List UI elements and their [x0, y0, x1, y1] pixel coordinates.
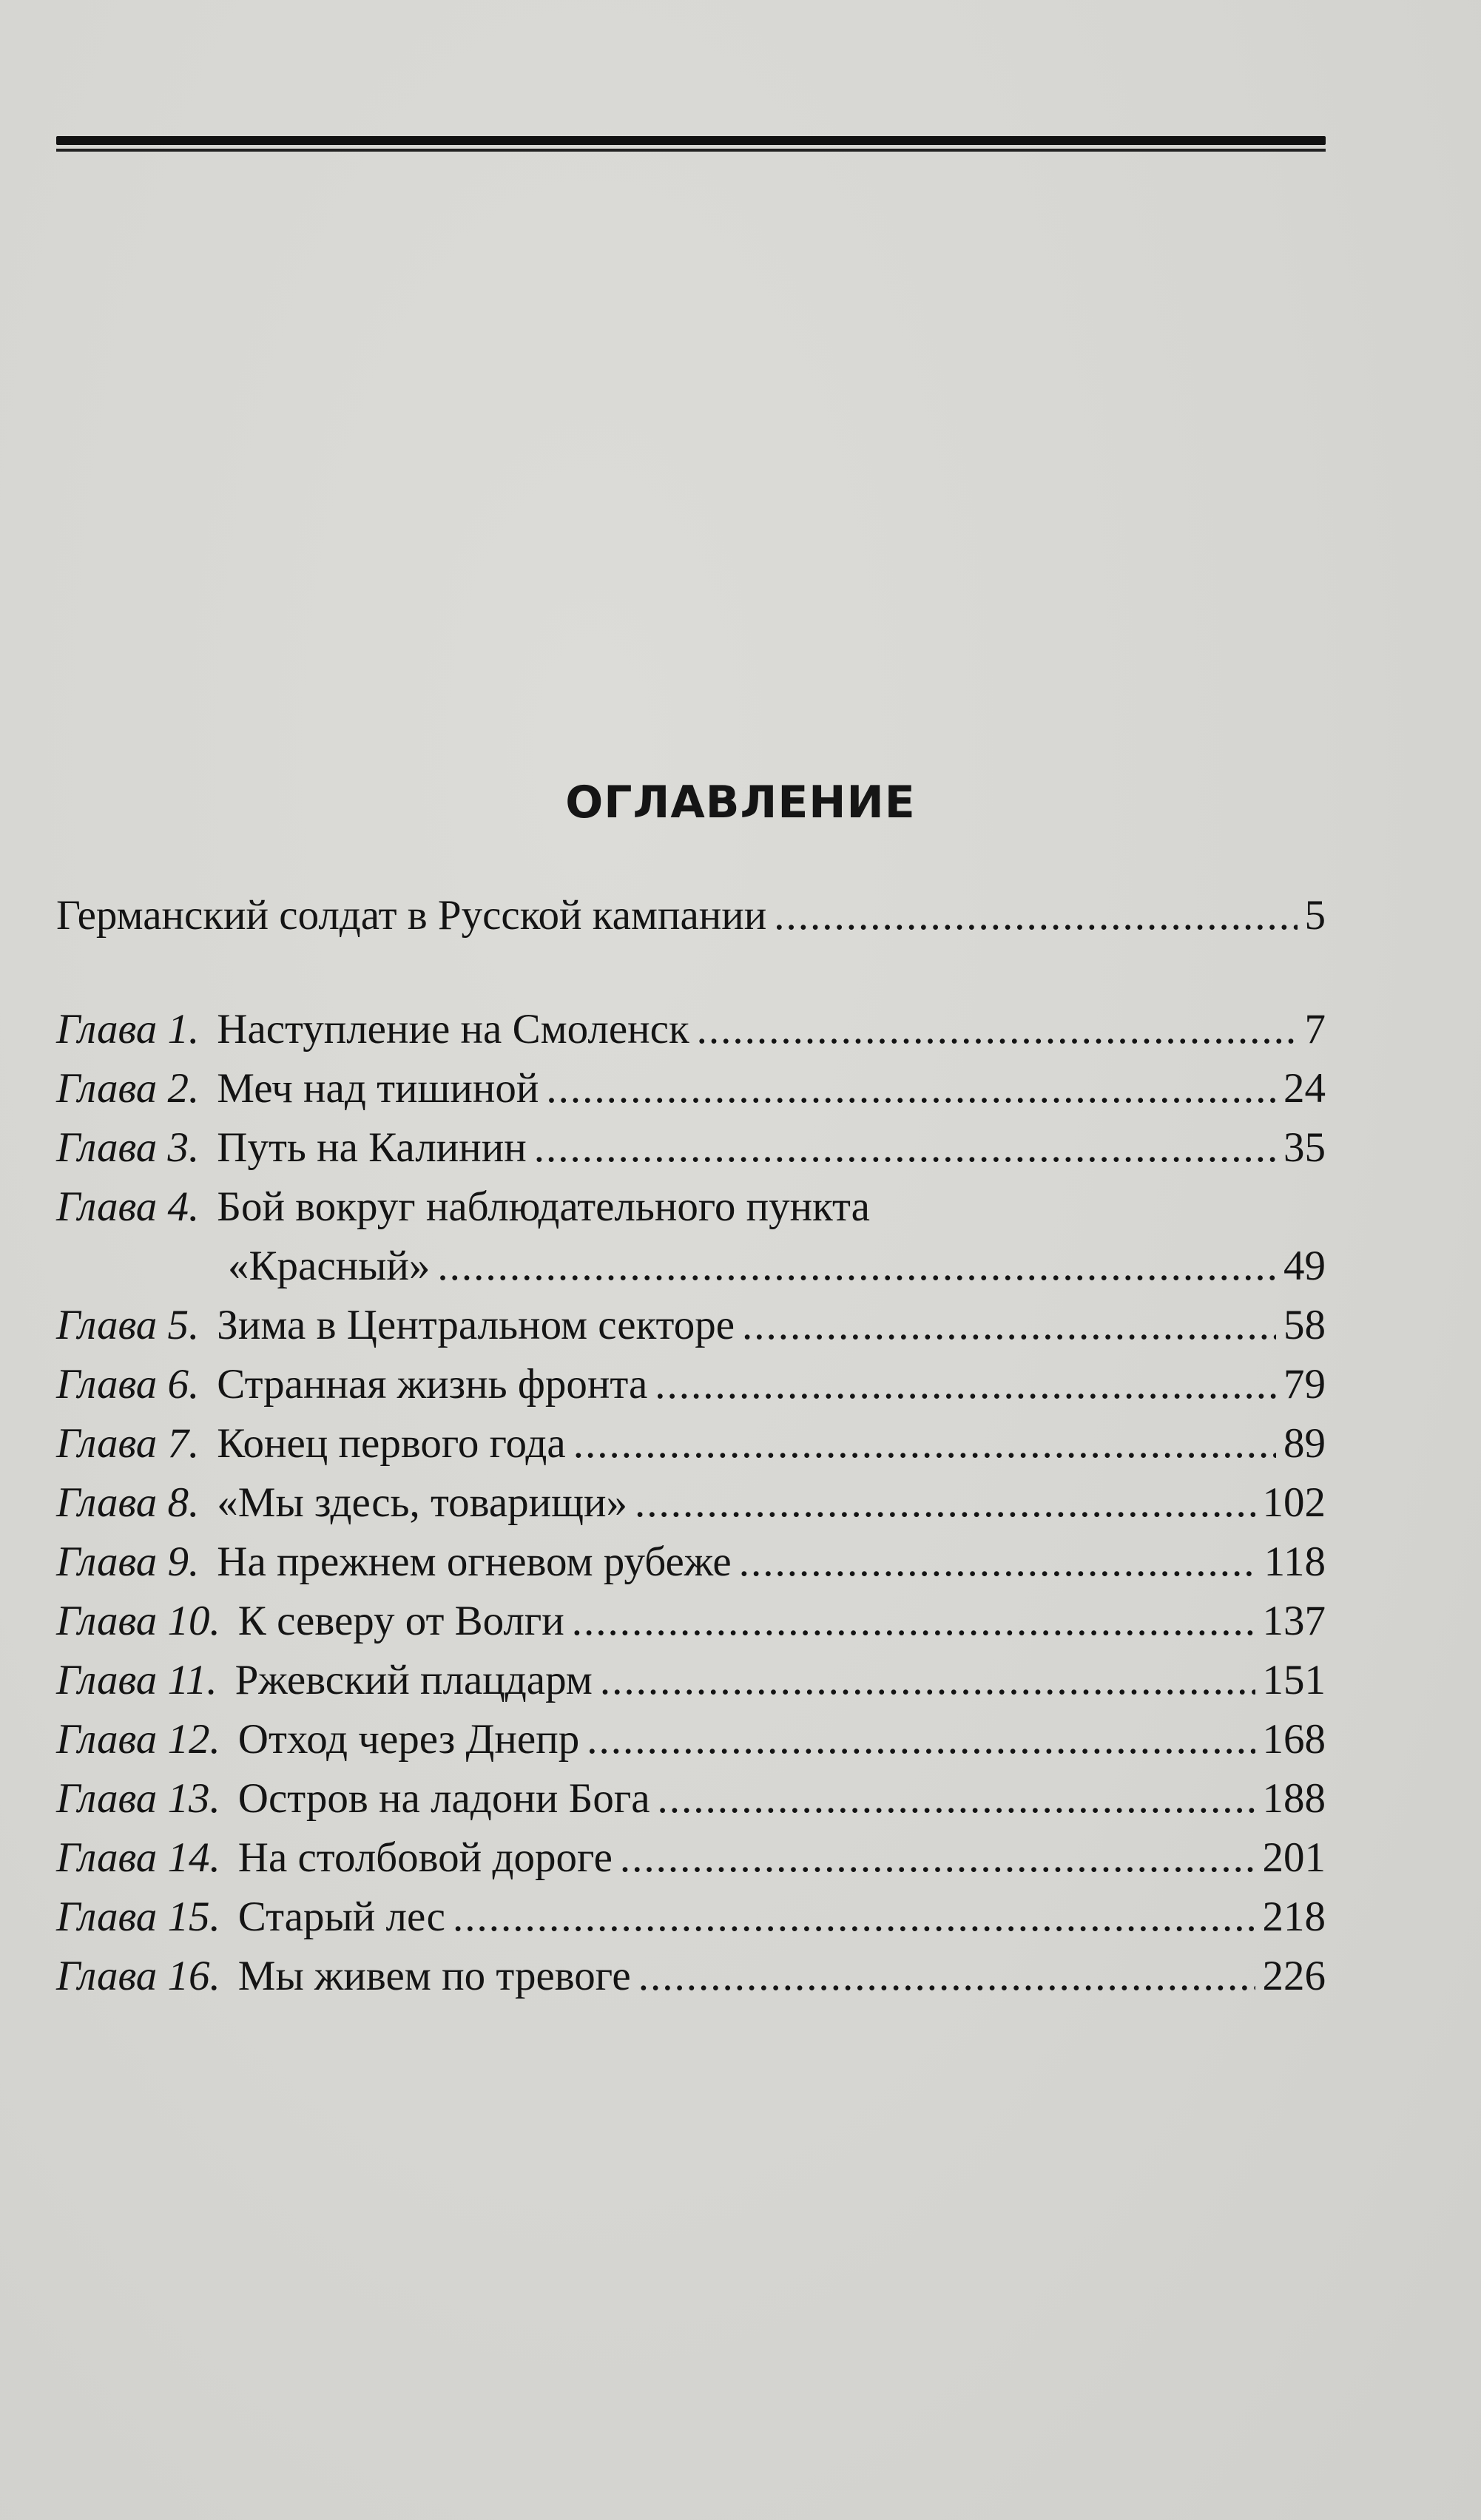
chapter-label: Глава 2.	[56, 1065, 200, 1112]
toc-chapter-row	[56, 1473, 1326, 1533]
chapter-label: Глава 12.	[56, 1716, 220, 1763]
chapter-label: Глава 15.	[56, 1894, 220, 1940]
chapter-page: 24	[1283, 1065, 1326, 1112]
chapter-title: На столбовой дороге	[237, 1834, 613, 1881]
chapter-label: Глава 13.	[56, 1775, 220, 1822]
chapter-page: 168	[1262, 1716, 1326, 1763]
toc-leader-dots	[655, 1355, 1276, 1414]
toc-leader-dots	[697, 1000, 1298, 1059]
chapter-title: Зима в Центральном секторе	[217, 1302, 735, 1348]
chapter-title: Бой вокруг наблюдательного пункта	[217, 1183, 870, 1230]
toc-chapter-row	[56, 1118, 1326, 1178]
toc-intro	[56, 886, 1326, 945]
chapter-title-continuation: «Красный»	[228, 1243, 431, 1289]
chapter-label: Глава 3.	[56, 1124, 200, 1171]
toc-intro-row	[56, 886, 1326, 945]
chapter-page: 58	[1283, 1302, 1326, 1348]
chapter-label: Глава 14.	[56, 1834, 220, 1881]
chapter-page: 188	[1262, 1775, 1326, 1822]
toc-leader-dots	[742, 1296, 1276, 1355]
toc-intro-title: Германский солдат в Русской кампании	[56, 892, 767, 939]
toc-leader-dots	[573, 1414, 1276, 1473]
chapter-label: Глава 9.	[56, 1538, 200, 1585]
chapter-label: Глава 1.	[56, 1006, 200, 1053]
chapter-title: Остров на ладони Бога	[237, 1775, 650, 1822]
top-rule	[56, 136, 1326, 154]
chapter-title: Меч над тишиной	[217, 1065, 539, 1112]
toc-chapter-row	[56, 1769, 1326, 1828]
chapter-page: 226	[1262, 1953, 1326, 1999]
toc-chapter-row	[56, 1651, 1326, 1710]
toc-leader-dots	[453, 1888, 1255, 1947]
toc-leader-dots	[600, 1651, 1255, 1710]
toc-chapter-row	[56, 1533, 1326, 1592]
chapter-page: 137	[1262, 1598, 1326, 1644]
chapter-page: 118	[1264, 1538, 1326, 1585]
chapter-label: Глава 10.	[56, 1598, 220, 1644]
chapter-title: Путь на Калинин	[217, 1124, 527, 1171]
toc-leader-dots	[739, 1533, 1257, 1592]
toc-chapter-row	[56, 1178, 1326, 1237]
chapter-title: «Мы здесь, товарищи»	[217, 1479, 628, 1526]
toc-chapter-row	[56, 1296, 1326, 1355]
chapter-label: Глава 8.	[56, 1479, 200, 1526]
toc-leader-dots	[572, 1592, 1255, 1651]
toc-chapter-row	[56, 1000, 1326, 1059]
chapter-page: 7	[1304, 1006, 1326, 1053]
chapter-title: Конец первого года	[217, 1420, 566, 1467]
chapter-page: 49	[1283, 1243, 1326, 1289]
chapter-label: Глава 6.	[56, 1361, 200, 1408]
toc-chapter-row	[56, 1059, 1326, 1118]
chapter-label: Глава 7.	[56, 1420, 200, 1467]
toc-chapter-row	[56, 1828, 1326, 1888]
toc-chapter-row	[56, 1710, 1326, 1769]
toc-leader-dots	[774, 886, 1297, 945]
chapter-label: Глава 16.	[56, 1953, 220, 1999]
chapter-page: 102	[1262, 1479, 1326, 1526]
chapter-title: Старый лес	[237, 1894, 445, 1940]
chapter-page: 201	[1262, 1834, 1326, 1881]
toc-leader-dots	[546, 1059, 1276, 1118]
chapter-label: Глава 5.	[56, 1302, 200, 1348]
toc-chapter-row	[56, 1947, 1326, 2006]
chapter-title: Странная жизнь фронта	[217, 1361, 648, 1408]
chapter-page: 218	[1262, 1894, 1326, 1940]
toc-leader-dots	[638, 1947, 1255, 2006]
chapter-label: Глава 11.	[56, 1657, 217, 1703]
chapter-page: 89	[1283, 1420, 1326, 1467]
toc-intro-page: 5	[1304, 892, 1326, 939]
chapter-title: Ржевский плацдарм	[235, 1657, 593, 1703]
toc-chapter-row	[56, 1414, 1326, 1473]
toc-leader-dots	[437, 1237, 1276, 1296]
toc-leader-dots	[635, 1473, 1255, 1533]
chapter-title: Мы живем по тревоге	[237, 1953, 631, 1999]
chapter-title: На прежнем огневом рубеже	[217, 1538, 732, 1585]
chapter-label: Глава 4.	[56, 1183, 200, 1230]
toc-chapter-row-continuation	[56, 1237, 1326, 1296]
chapter-page: 35	[1283, 1124, 1326, 1171]
chapter-title: Отход через Днепр	[237, 1716, 580, 1763]
chapter-title: К северу от Волги	[237, 1598, 564, 1644]
toc-chapter-list	[56, 1000, 1326, 2006]
chapter-page: 79	[1283, 1361, 1326, 1408]
toc-leader-dots	[620, 1828, 1255, 1888]
toc-leader-dots	[534, 1118, 1276, 1178]
toc-chapter-row	[56, 1355, 1326, 1414]
toc-leader-dots	[658, 1769, 1255, 1828]
top-rule-thick	[56, 136, 1326, 145]
toc-leader-dots	[587, 1710, 1255, 1769]
toc-heading: ОГЛАВЛЕНИЕ	[565, 777, 916, 828]
chapter-page: 151	[1262, 1657, 1326, 1703]
top-rule-thin	[56, 149, 1326, 152]
chapter-title: Наступление на Смоленск	[217, 1006, 689, 1053]
toc-chapter-row	[56, 1888, 1326, 1947]
toc-chapter-row	[56, 1592, 1326, 1651]
